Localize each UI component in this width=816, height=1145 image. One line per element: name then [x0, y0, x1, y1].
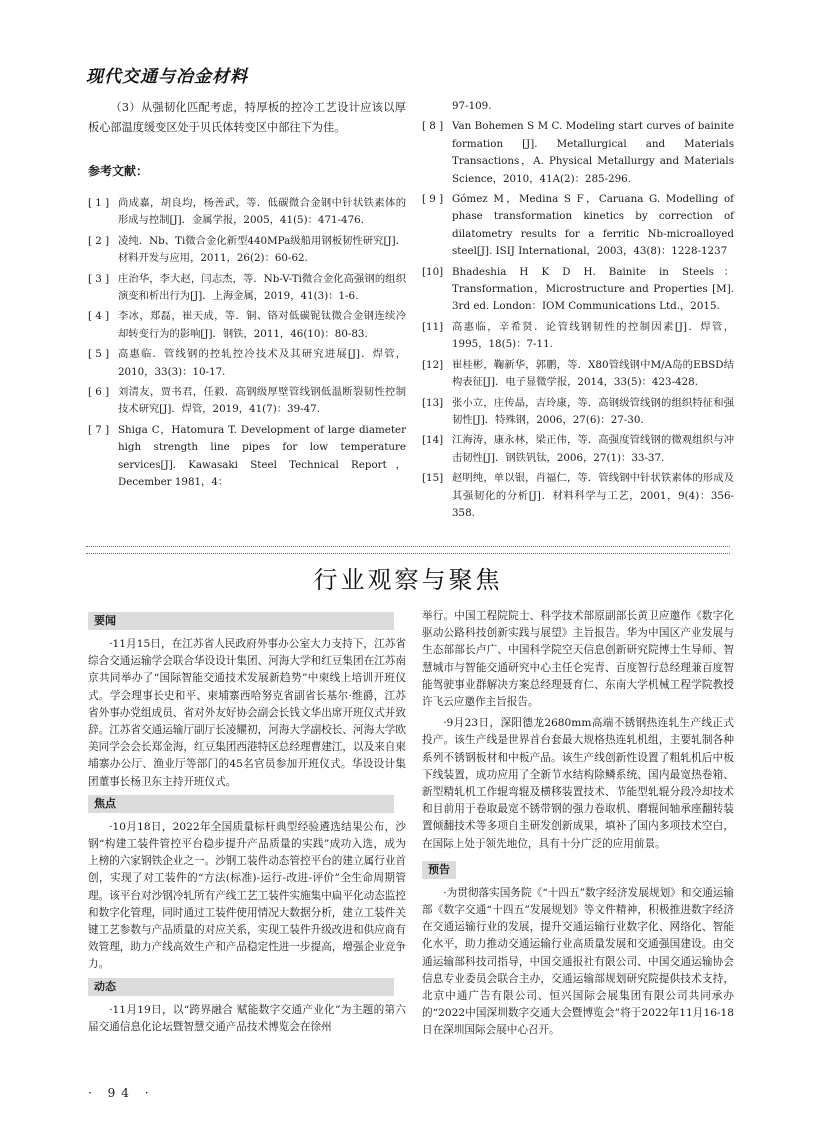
top-right-column: [422, 98, 734, 525]
reference-item: [422, 191, 734, 261]
reference-number: [13]: [422, 396, 444, 409]
reference-text: 李冰，郑磊，崔天成，等．铜、铬对低碳铌钛微合金钢连续冷却转变行为的影响[J]．钢铁，2011，46(10)：80-83.: [118, 310, 406, 340]
reference-number: [14]: [422, 434, 444, 447]
reference-text: 庄治华，李大赵，闫志杰，等．Nb-V-Ti微合金化高强钢的组织演变和析出行为[J]．上海金属，2019，41(3)：1-6.: [118, 272, 406, 303]
news-item: ·10月18日，2022年全国质量标杆典型经验遴选结果公布，沙钢“构建工装件管控平台稳步提升产品质量的实践”成功入选，成为上榜的六家钢铁企业之一。沙钢工装件动态管控平台的建立属行业首创，实现了对工装件的“方法(标准)-运行-改进-评价”全生命周期管理。该平台对沙钢冷轧所有产线工艺工装件实施集中扁平化动态监控和数字化管理，同时通过工装件使用情况大数据分析，建立工装件关键工艺参数与产品质量的对应关系，实现工装件升级改进和供应商有效管理，助力产线高效生产和产品稳定性进一步提高，增强企业竞争力。: [88, 820, 406, 971]
news-left-column: [88, 608, 406, 1040]
references-heading: 参考文献：: [88, 164, 149, 178]
reference-number: [ 8 ]: [422, 120, 444, 133]
reference-text: 刘清友，贾书君，任毅．高钢级厚壁管线钢低温断裂韧性控制技术研究[J]．焊管，2019，41(7)：39-47.: [118, 386, 406, 416]
reference-text: 崔桂彬，鞠新华，郭鹏，等．X80管线钢中M/A岛的EBSD结构表征[J]．电子显微学报，2014，33(5)：423-428.: [452, 358, 734, 389]
section-title: 行业观察与聚焦: [313, 566, 503, 594]
journal-logo: 现代交通与冶金材料: [86, 67, 248, 87]
reference-text: 张小立，庄传晶，吉玲康，等．高钢级管线钢的组织特征和强韧性[J]．特殊钢，2006，27(6)：27-30.: [452, 396, 734, 426]
news-item: ·为贯彻落实国务院《“十四五”数字经济发展规划》和交通运输部《数字交通“十四五”发展规划》等文件精神，积极推进数字经济在交通运输行业的发展，提升交通运输行业数字化、网络化、智能化水平，助力推动交通运输行业高质量发展和交通强国建设。由交通运输部科技司指导，中国交通报社有限公司、中国交通运输协会信息专业委员会联合主办，交通运输部规划研究院提供技术支持，北京中通广告有限公司、恒兴国际会展集团有限公司共同承办的“2022中国深圳数字交通大会暨博览会”将于2022年11月16-18日在深圳国际会展中心召开。: [422, 886, 734, 1037]
page-number: · 94 ·: [88, 1086, 155, 1100]
reference-text: 凌纯．Nb、Ti微合金化新型440MPa级船用钢板韧性研究[J]．材料开发与应用，2011，26(2)：60-62.: [118, 234, 406, 265]
news-category-label: 焦点: [88, 795, 394, 813]
news-category-label: 预告: [422, 861, 456, 879]
reference-item: [88, 346, 406, 381]
reference-number: [10]: [422, 265, 444, 278]
reference-number: [ 5 ]: [88, 348, 110, 361]
reference-item: [422, 319, 734, 354]
reference-text: 江海涛，康永林，梁正伟，等．高强度管线钢的微观组织与冲击韧性[J]．钢铁钒钛，2006，27(1)：33-37.: [452, 434, 734, 464]
reference-number: [ 3 ]: [88, 272, 110, 285]
reference-number: [ 1 ]: [88, 197, 110, 209]
reference-number: [ 4 ]: [88, 310, 110, 323]
reference-number: [ 6 ]: [88, 386, 110, 399]
reference-item: [88, 422, 406, 492]
reference-text: 高惠临．管线钢的控轧控冷技术及其研究进展[J]．焊管，2010，33(3)：10-17.: [118, 348, 406, 378]
reference-text: Shiga C，Hatomura T. Development of large diameter high strength line pipes for low temperature services[J]. Kawasaki Steel Technical Report，December 1981，4：: [118, 423, 406, 489]
reference-number: [11]: [422, 320, 444, 333]
news-item: ·9月23日，深阳德龙2680mm高端不锈钢热连轧生产线正式投产。该生产线是世界首台套最大规格热连轧机组，主要轧制各种系列不锈钢板材和中板产品。该生产线创新性设置了粗轧机后中板下线装置，成功应用了全新节水结构除鳞系统、国内最宽热卷箱、新型精轧机工作辊弯辊及横移装置技术、节能型轧辊分段冷却技术和目前用于卷取最宽不锈带钢的强力卷取机、磨辊间轴承座翻转装置倾翻技术等多项自主研发创新成果，填补了国内多项技术空白，在国际上处于领先地位，具有十分广泛的应用前景。: [422, 717, 734, 850]
reference-item: [422, 395, 734, 430]
reference-item: [422, 357, 734, 392]
section-divider: [86, 546, 730, 554]
reference-number: [ 2 ]: [88, 234, 110, 247]
news-category-label: 要闻: [88, 612, 394, 630]
reference-continuation: 97-109.: [452, 100, 492, 112]
news-right-column: [422, 608, 734, 1044]
reference-text: Van Bohemen S M C. Modeling start curves of bainite formation [J]. Metallurgical and Materials Transactions，A. Physical Metallurgy and Materials Science，2010，41A(2)：285-296.: [452, 120, 734, 185]
reference-text: Gómez M，Medina S F，Caruana G. Modelling of phase transformation kinetics by correction of dilatometry results for a ferritic Nb-microalloyed steel[J]. ISIJ International，2003，43(8)：1228-1237: [452, 193, 734, 258]
top-left-column: [88, 98, 406, 495]
reference-item: [422, 432, 734, 467]
reference-text: 高惠临，辛希贤．论管线钢韧性的控制因素[J]．焊管，1995，18(5)：7-11.: [452, 320, 734, 351]
reference-text: 尚成嘉，胡良均，杨善武，等．低碳微合金钢中针状铁素体的形成与控制[J]．金属学报，2005，41(5)：471-476.: [118, 197, 406, 227]
reference-number: [ 7 ]: [88, 423, 110, 436]
reference-item: [88, 308, 406, 343]
reference-number: [15]: [422, 472, 444, 485]
conclusion-paragraph: （3）从强韧化匹配考虑，特厚板的控冷工艺设计应该以厚板心部温度缓变区处于贝氏体转变区中部往下为佳。: [88, 101, 406, 134]
reference-item: [88, 233, 406, 268]
news-item: ·11月15日，在江苏省人民政府外事办公室大力支持下，江苏省综合交通运输学会联合华设设计集团、河海大学和红豆集团在江苏南京共同举办了“国际智能交通技术发展新趋势”中柬线上培训开班仪式。学会理事长史和平、柬埔寨西哈努克省副省长基尔·维爵，江苏省外事办党组成员、省对外友好协会副会长钱文华出席开班仪式并致辞。江苏省交通运输厅副厅长凌耀初，河海大学副校长、河海大学欧美同学会会长郑金海，红豆集团西港特区总经理曹建江，以及来自柬埔寨办公厅、渔业厅等部门的45名官员参加开班仪式。华设设计集团董事长杨卫东主持开班仪式。: [88, 638, 406, 788]
reference-item: [88, 271, 406, 306]
reference-text: 赵明纯，单以银，肖福仁，等．管线钢中针状铁素体的形成及其强韧化的分析[J]．材料科学与工艺，2001，9(4)：356-358.: [452, 472, 734, 519]
reference-number: [ 9 ]: [422, 193, 444, 206]
news-item: ·11月19日，以“跨界融合 赋能数字交通产业化”为主题的第六届交通信息化论坛暨智慧交通产品技术博览会在徐州: [88, 1003, 406, 1033]
reference-text: Bhadeshia H K D H. Bainite in Steels：Transformation，Microstructure and Properties [M]. 3rd ed. London：IOM Communications Ltd.，2015.: [452, 265, 734, 313]
news-category-label: 动态: [88, 978, 394, 996]
news-item-continuation: 举行。中国工程院院士、科学技术部原副部长黄卫应邀作《数字化驱动公路科技创新实践与展望》主旨报告。华为中国区产业发展与生态部部长卢广、中国科学院空天信息创新研究院博士生导师、智慧城市与智能交通研究中心主任仑宪青、百度智行总经理兼百度智能驾驶事业群解决方案总经理聂育仁、东南大学机械工程学院教授许飞云应邀作主旨报告。: [422, 610, 734, 709]
reference-item: [88, 384, 406, 419]
reference-number: [12]: [422, 358, 444, 371]
reference-item: [422, 118, 734, 188]
reference-item: [422, 470, 734, 522]
reference-item: [88, 195, 406, 230]
reference-item: [422, 264, 734, 316]
